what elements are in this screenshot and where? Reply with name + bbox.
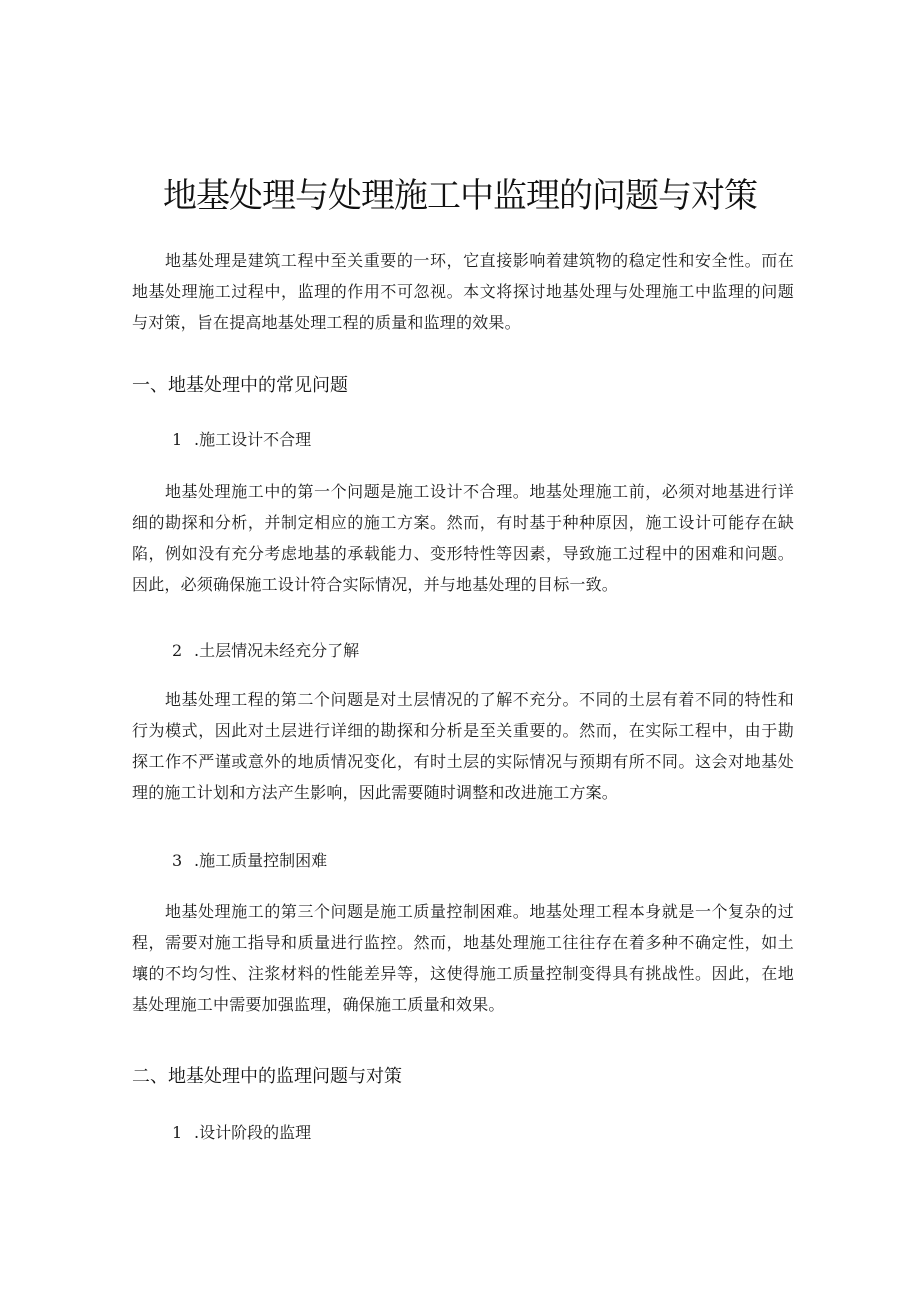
subsection-number: 1	[172, 1123, 183, 1142]
subsection-1-2-body: 地基处理工程的第二个问题是对土层情况的了解不充分。不同的土层有着不同的特性和行为模式，因此对土层进行详细的勘探和分析是至关重要的。然而，在实际工程中，由于勘探工作不严谨或意外的地质情况变化，有时土层的实际情况与预期有所不同。这会对地基处理的施工计划和方法产生影响，因此需要随时调整和改进施工方案。	[132, 690, 794, 802]
subsection-title: .施工设计不合理	[194, 430, 312, 449]
section-1-heading: 一、地基处理中的常见问题	[132, 375, 348, 396]
subsection-title: .设计阶段的监理	[194, 1123, 312, 1142]
document-title: 地基处理与处理施工中监理的问题与对策	[163, 176, 757, 216]
intro-paragraph: 地基处理是建筑工程中至关重要的一环，它直接影响着建筑物的稳定性和安全性。而在地基处理施工过程中，监理的作用不可忽视。本文将探讨地基处理与处理施工中监理的问题与对策，旨在提高地基处理工程的质量和监理的效果。	[132, 251, 794, 332]
subsection-1-2-heading	[172, 638, 359, 664]
subsection-1-3-body: 地基处理施工的第三个问题是施工质量控制困难。地基处理工程本身就是一个复杂的过程，需要对施工指导和质量进行监控。然而，地基处理施工往往存在着多种不确定性，如土壤的不均匀性、注浆材料的性能差异等，这使得施工质量控制变得具有挑战性。因此，在地基处理施工中需要加强监理，确保施工质量和效果。	[132, 902, 794, 1014]
subsection-title: .土层情况未经充分了解	[194, 641, 360, 660]
subsection-number: 1	[172, 430, 183, 449]
subsection-1-1-body: 地基处理施工中的第一个问题是施工设计不合理。地基处理施工前，必须对地基进行详细的勘探和分析，并制定相应的施工方案。然而，有时基于种种原因，施工设计可能存在缺陷，例如没有充分考虑地基的承载能力、变形特性等因素，导致施工过程中的困难和问题。因此，必须确保施工设计符合实际情况，并与地基处理的目标一致。	[132, 482, 794, 594]
subsection-title: .施工质量控制困难	[194, 851, 328, 870]
subsection-1-3-heading	[172, 848, 327, 874]
subsection-1-1-heading	[172, 427, 311, 453]
section-2-heading: 二、地基处理中的监理问题与对策	[132, 1066, 402, 1087]
subsection-number: 3	[172, 851, 183, 870]
subsection-2-1-heading	[172, 1120, 311, 1146]
subsection-number: 2	[172, 641, 183, 660]
